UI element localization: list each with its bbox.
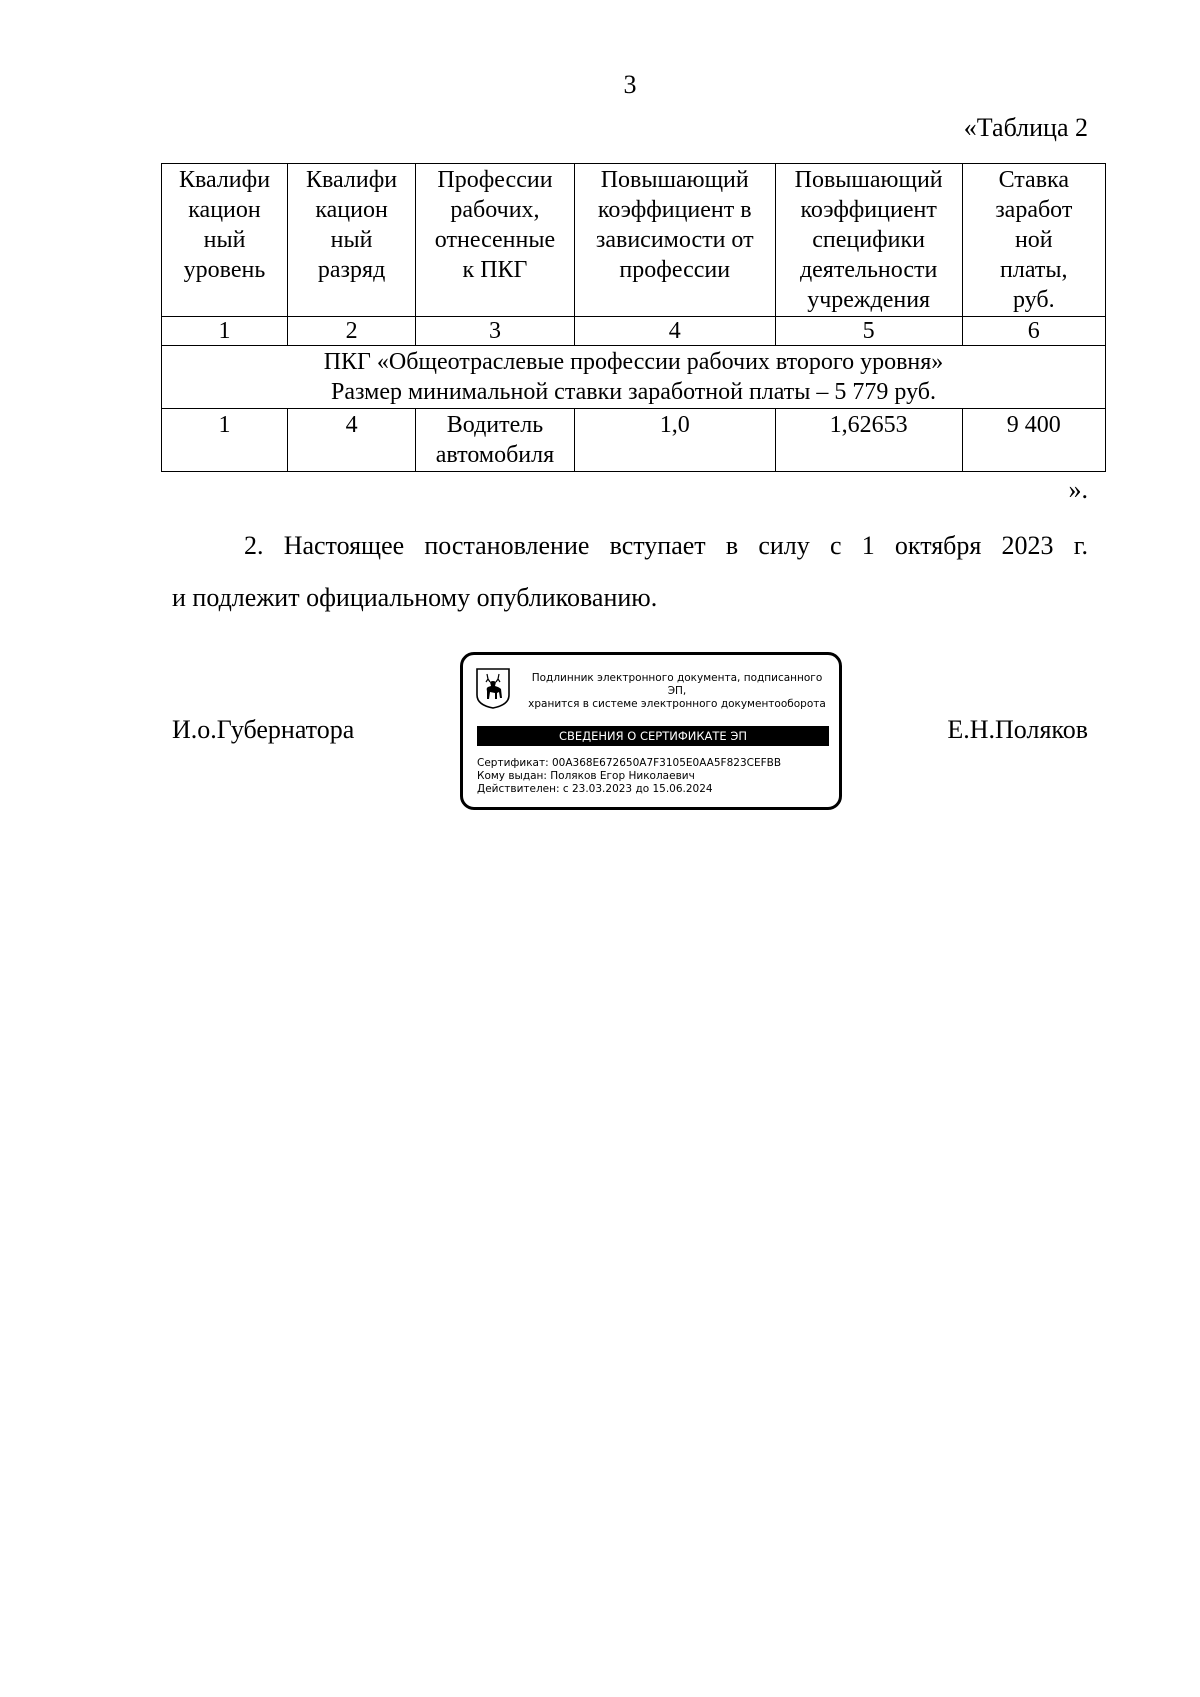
stamp-certificate: Сертификат: 00A368E672650A7F3105E0AA5F823CEFBB (477, 757, 782, 769)
signatory-name: Е.Н.Поляков (947, 715, 1088, 744)
column-number: 2 (288, 317, 416, 346)
cell-coef-specific: 1,62653 (775, 409, 962, 472)
table-row (162, 409, 1106, 472)
header-coef-specific: Повышающий коэффициент специфики деятельности учреждения (775, 164, 962, 317)
column-number-row (162, 317, 1106, 346)
column-number: 1 (162, 317, 288, 346)
header-qualification-grade: Квалифи кацион ный разряд (288, 164, 416, 317)
stamp-details (477, 757, 833, 796)
header-qualification-level: Квалифи кацион ный уровень (162, 164, 288, 317)
salary-table (161, 163, 1106, 472)
group-heading (162, 346, 1106, 409)
signatory-title: И.о.Губернатора (172, 715, 355, 744)
stamp-validity: Действителен: с 23.03.2023 до 15.06.2024 (477, 783, 713, 795)
stamp-issued-to: Кому выдан: Поляков Егор Николаевич (477, 770, 695, 782)
group-title: ПКГ «Общеотраслевые профессии рабочих второго уровня» (323, 349, 944, 375)
page-number: 3 (623, 70, 637, 99)
column-number: 3 (416, 317, 575, 346)
closing-quote: ». (1068, 475, 1088, 504)
stamp-certificate-bar: СВЕДЕНИЯ О СЕРТИФИКАТЕ ЭП (477, 726, 829, 746)
paragraph-line-1: 2. Настоящее постановление вступает в силу с 1 октября 2023 г. (244, 531, 1088, 560)
cell-rate: 9 400 (962, 409, 1105, 472)
header-professions: Профессии рабочих, отнесенные к ПКГ (416, 164, 575, 317)
deer-emblem-icon (475, 667, 511, 709)
paragraph-line-2: и подлежит официальному опубликованию. (172, 583, 658, 612)
stamp-header: Подлинник электронного документа, подписанного ЭП, хранится в системе электронного документооборота (528, 672, 826, 710)
header-coef-profession: Повышающий коэффициент в зависимости от профессии (574, 164, 775, 317)
cell-profession: Водитель автомобиля (416, 409, 575, 472)
cell-grade: 4 (288, 409, 416, 472)
column-number: 6 (962, 317, 1105, 346)
cell-coef-profession: 1,0 (574, 409, 775, 472)
group-row (162, 346, 1106, 409)
column-number: 5 (775, 317, 962, 346)
electronic-signature-stamp (460, 652, 842, 810)
header-salary-rate: Ставка заработ ной платы, руб. (962, 164, 1105, 317)
effective-date-paragraph (172, 520, 1088, 624)
table-caption: «Таблица 2 (963, 113, 1088, 142)
table-header-row (162, 164, 1106, 317)
column-number: 4 (574, 317, 775, 346)
cell-level: 1 (162, 409, 288, 472)
group-subtitle: Размер минимальной ставки заработной платы – 5 779 руб. (330, 379, 936, 405)
